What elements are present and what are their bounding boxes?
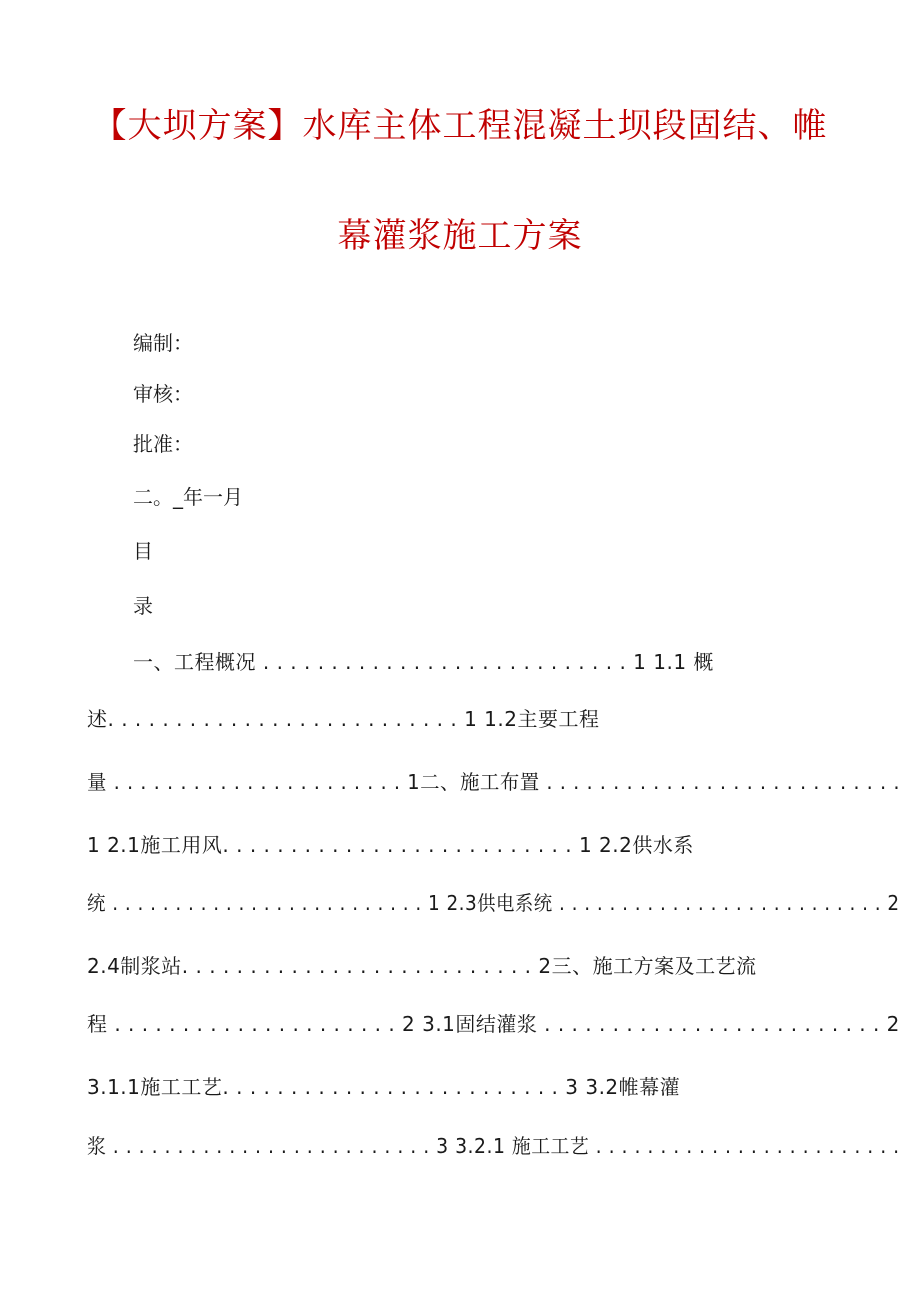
date-label: 二。_年一月 — [133, 485, 243, 509]
toc-heading-mu: 目 — [133, 539, 153, 563]
toc-line: 量 . . . . . . . . . . . . . . . . . . . . . . 1二、施工布置 . . . . . . . . . . . . . . . . . . . . . . . . . . . — [87, 770, 901, 794]
toc-line: 浆 . . . . . . . . . . . . . . . . . . . . . . . . . 3 3.2.1 施工工艺 . . . . . . . . . . . . . . . . . . . . . . . . — [87, 1134, 900, 1158]
toc-line: 2.4制浆站. . . . . . . . . . . . . . . . . . . . . . . . . . 2三、施工方案及工艺流 — [87, 954, 757, 978]
toc-line: 统 . . . . . . . . . . . . . . . . . . . . . . . . . 1 2.3供电系统 . . . . . . . . . . . . . . . . . . . . . . . . . . 2 — [87, 891, 900, 915]
toc-heading-lu: 录 — [133, 594, 153, 618]
compile-label: 编制： — [133, 331, 193, 355]
document-title-line-1: 【大坝方案】水库主体工程混凝土坝段固结、帷 — [92, 106, 828, 146]
toc-line: 程 . . . . . . . . . . . . . . . . . . . . . 2 3.1固结灌浆 . . . . . . . . . . . . . . . . . . . . . . . . . 2 — [87, 1012, 900, 1036]
approve-label: 批准： — [133, 432, 193, 456]
toc-line: 一、工程概况 . . . . . . . . . . . . . . . . . . . . . . . . . . . 1 1.1 概 — [133, 650, 714, 674]
document-title-line-2: 幕灌浆施工方案 — [337, 216, 583, 256]
toc-line: 述. . . . . . . . . . . . . . . . . . . . . . . . . . 1 1.2主要工程 — [87, 707, 600, 731]
review-label: 审核： — [133, 382, 193, 406]
toc-line: 1 2.1施工用风. . . . . . . . . . . . . . . . . . . . . . . . . . 1 2.2供水系 — [87, 833, 694, 857]
toc-line: 3.1.1施工工艺. . . . . . . . . . . . . . . . . . . . . . . . . 3 3.2帷幕灌 — [87, 1075, 681, 1099]
